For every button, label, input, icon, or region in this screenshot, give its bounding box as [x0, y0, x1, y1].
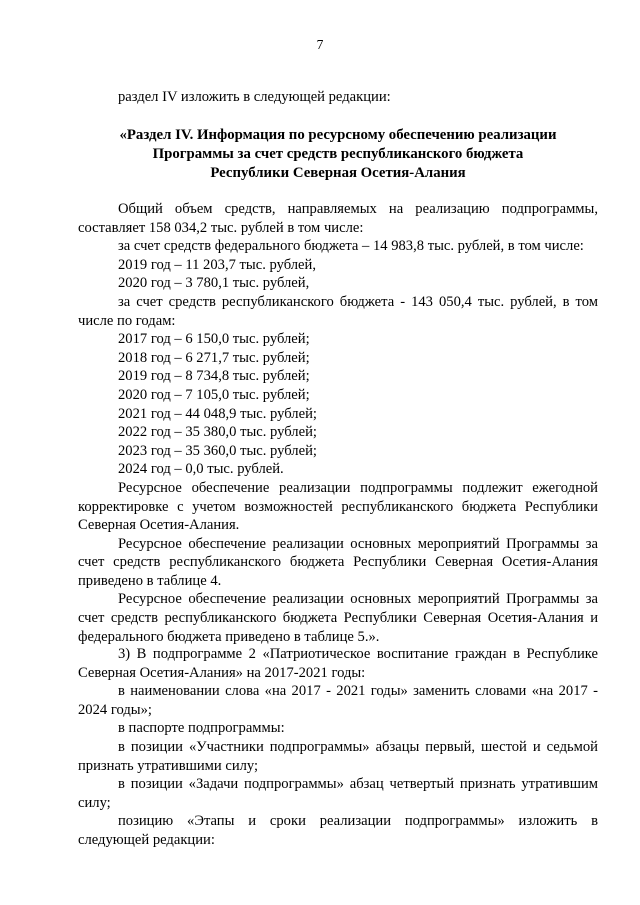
- federal-funding-paragraph: за счет средств федерального бюджета – 14 983,8 тыс. рублей, в том числе:: [118, 238, 584, 255]
- republic-year-2017: 2017 год – 6 150,0 тыс. рублей;: [118, 331, 310, 348]
- table-5-paragraph: Ресурсное обеспечение реализации основных мероприятий Программы за счет средств республиканского бюджета Республики Северная Осетия-Алания и федерального бюджета приведено в таблице 5.».: [78, 591, 598, 645]
- section-heading-line-1: «Раздел IV. Информация по ресурсному обеспечению реализации: [119, 127, 557, 143]
- republic-funding-paragraph: за счет средств республиканского бюджета - 143 050,4 тыс. рублей, в том числе по годам:: [78, 293, 598, 329]
- republic-year-2019: 2019 год – 8 734,8 тыс. рублей;: [118, 368, 310, 385]
- section-heading-line-3: Республики Северная Осетия-Алания: [210, 165, 466, 181]
- intro-text: раздел IV изложить в следующей редакции:: [118, 89, 391, 105]
- page-number: 7: [316, 37, 324, 52]
- tasks-paragraph: в позиции «Задачи подпрограммы» абзац четвертый признать утратившим силу;: [78, 776, 598, 811]
- subprogram-2-item: 3) В подпрограмме 2 «Патриотическое воспитание граждан в Республике Северная Осетия-Алания» на 2017-2021 годы:: [78, 646, 598, 681]
- subprogram-2-block: [78, 645, 598, 850]
- republic-year-2018: 2018 год – 6 271,7 тыс. рублей;: [118, 349, 310, 366]
- republic-year-2024: 2024 год – 0,0 тыс. рублей.: [118, 461, 284, 478]
- section-heading-line-2: Программы за счет средств республиканского бюджета: [152, 146, 524, 162]
- republic-year-2021: 2021 год – 44 048,9 тыс. рублей;: [118, 405, 317, 422]
- intro-line: [78, 88, 598, 107]
- participants-paragraph: в позиции «Участники подпрограммы» абзацы первый, шестой и седьмой признать утратившими силу;: [78, 738, 598, 774]
- rename-paragraph: в наименовании слова «на 2017 - 2021 годы» заменить словами «на 2017 - 2024 годы»;: [78, 683, 598, 718]
- funding-block: [78, 200, 598, 646]
- stages-paragraph: позицию «Этапы и сроки реализации подпрограммы» изложить в следующей редакции:: [78, 813, 598, 848]
- table-4-paragraph: Ресурсное обеспечение реализации основных мероприятий Программы за счет средств республиканского бюджета Республики Северная Осетия-Алания приведено в таблице 4.: [78, 535, 598, 589]
- republic-year-2022: 2022 год – 35 380,0 тыс. рублей;: [118, 424, 317, 441]
- total-funding-paragraph: Общий объем средств, направляемых на реализацию подпрограммы, составляет 158 034,2 тыс. рублей в том числе:: [78, 201, 598, 236]
- passport-line: в паспорте подпрограммы:: [118, 720, 285, 737]
- federal-year-2020: 2020 год – 3 780,1 тыс. рублей,: [118, 275, 310, 292]
- annual-adjustment-paragraph: Ресурсное обеспечение реализации подпрограммы подлежит ежегодной корректировке с учетом возможностей республиканского бюджета Республики Северная Осетия-Алания.: [78, 479, 598, 534]
- republic-year-2023: 2023 год – 35 360,0 тыс. рублей;: [118, 442, 317, 459]
- republic-year-2020: 2020 год – 7 105,0 тыс. рублей;: [118, 386, 310, 403]
- federal-year-2019: 2019 год – 11 203,7 тыс. рублей,: [118, 256, 316, 273]
